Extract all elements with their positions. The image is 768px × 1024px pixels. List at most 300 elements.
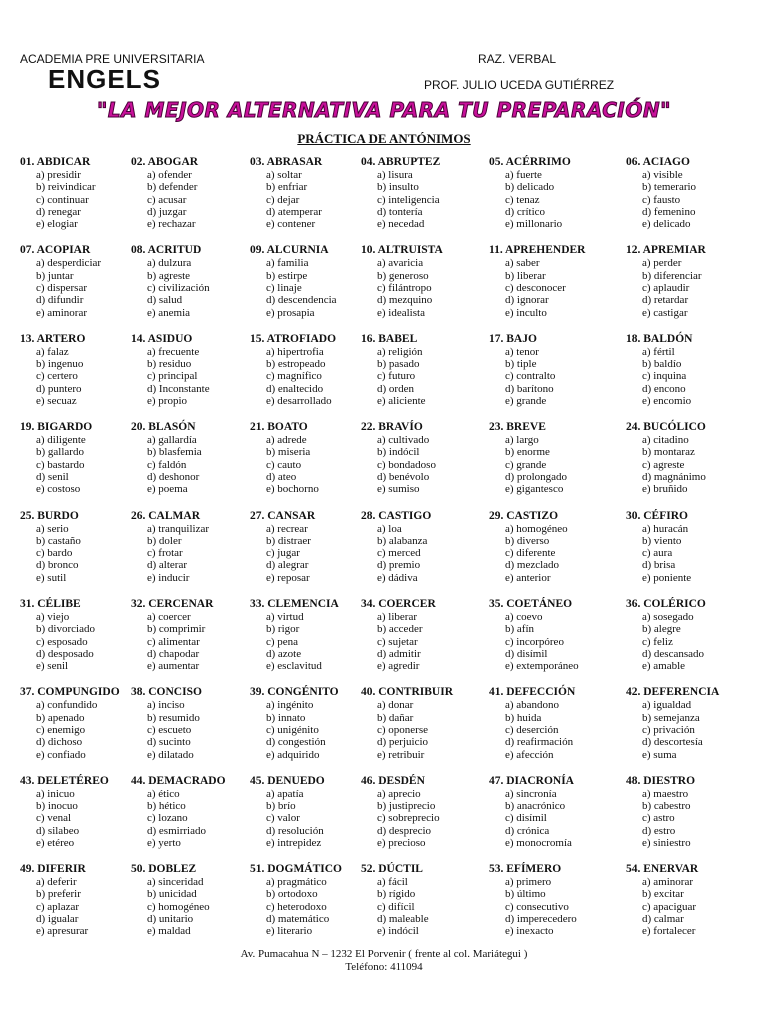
answer-option: b) gallardo xyxy=(36,446,84,459)
answer-option: e) aminorar xyxy=(36,306,87,319)
answer-option: d) estro xyxy=(642,824,676,837)
answer-option: e) anemia xyxy=(147,306,191,319)
answer-option: c) alimentar xyxy=(147,635,200,648)
answer-option: b) residuo xyxy=(147,358,192,371)
academy-title: ENGELS xyxy=(48,64,161,94)
question-block xyxy=(626,510,760,598)
question-block xyxy=(626,244,760,332)
answer-option: c) futuro xyxy=(377,370,416,383)
question-title: 12. APREMIAR xyxy=(626,244,706,257)
answer-option: e) castigar xyxy=(642,306,688,319)
answer-option: b) semejanza xyxy=(642,711,700,724)
answer-option: a) religión xyxy=(377,345,423,358)
answer-option: e) monocromía xyxy=(505,836,572,849)
answer-option: b) juntar xyxy=(36,269,74,282)
answer-option: c) apaciguar xyxy=(642,900,697,913)
question-block xyxy=(489,333,626,421)
answer-option: a) inicuo xyxy=(36,787,75,800)
footer xyxy=(0,948,768,974)
answer-option: c) oponerse xyxy=(377,723,429,736)
answer-option: d) atemperar xyxy=(266,205,322,218)
answer-option: a) presidir xyxy=(36,169,81,181)
question-block xyxy=(361,156,489,244)
answer-option: a) coercer xyxy=(147,610,191,623)
question-title: 20. BLASÓN xyxy=(131,421,196,434)
question-block xyxy=(361,244,489,332)
question-title: 37. COMPUNGIDO xyxy=(20,686,120,699)
answer-option: e) agredir xyxy=(377,660,420,673)
question-title: 13. ARTERO xyxy=(20,332,86,345)
answer-option: d) mezquino xyxy=(377,294,433,307)
answer-option: d) ateo xyxy=(266,471,297,484)
question-title: 52. DÚCTIL xyxy=(361,863,423,876)
answer-option: c) lozano xyxy=(147,812,188,825)
answer-option: e) dádiva xyxy=(377,571,418,584)
answer-option: d) retardar xyxy=(642,294,689,307)
answer-option: e) etéreo xyxy=(36,836,75,849)
question-title: 28. CASTIGO xyxy=(361,509,432,522)
answer-option: b) defender xyxy=(147,181,198,194)
answer-option: b) enfriar xyxy=(266,181,308,194)
answer-option: b) generoso xyxy=(377,269,429,282)
answer-option: b) divorciado xyxy=(36,623,95,636)
answer-option: c) aplazar xyxy=(36,900,80,913)
answer-option: d) chapodar xyxy=(147,647,200,660)
question-block xyxy=(489,510,626,598)
answer-option: e) contener xyxy=(266,218,316,231)
answer-option: b) ingenuo xyxy=(36,358,84,371)
answer-option: b) justiprecio xyxy=(377,800,436,813)
answer-option: e) fortalecer xyxy=(642,925,696,938)
answer-option: c) sobreprecio xyxy=(377,812,440,825)
question-block xyxy=(20,686,131,774)
question-grid xyxy=(20,156,760,952)
question-title: 15. ATROFIADO xyxy=(250,332,337,345)
answer-option: d) disímil xyxy=(505,647,548,660)
answer-option: e) gigantesco xyxy=(505,483,564,496)
question-block xyxy=(626,775,760,863)
question-title: 16. BABEL xyxy=(361,332,418,345)
question-block xyxy=(250,686,361,774)
question-title: 06. ACIAGO xyxy=(626,156,690,168)
question-block xyxy=(626,333,760,421)
answer-option: c) fausto xyxy=(642,193,681,206)
answer-option: b) tiple xyxy=(505,358,537,371)
answer-option: d) puntero xyxy=(36,382,82,395)
answer-option: c) magnífico xyxy=(266,370,322,383)
subject-label: RAZ. VERBAL xyxy=(478,52,557,66)
answer-option: b) diferenciar xyxy=(642,269,702,282)
answer-option: a) igualdad xyxy=(642,699,692,712)
answer-option: b) estirpe xyxy=(266,269,308,282)
answer-option: e) reposar xyxy=(266,571,310,584)
answer-option: c) diferente xyxy=(505,547,556,560)
question-block xyxy=(20,598,131,686)
answer-option: c) aura xyxy=(642,547,673,560)
answer-option: d) tontería xyxy=(377,205,423,218)
question-block xyxy=(250,598,361,686)
question-title: 46. DESDÉN xyxy=(361,774,425,787)
answer-option: b) liberar xyxy=(505,269,546,282)
answer-option: e) amable xyxy=(642,660,686,673)
answer-option: a) recrear xyxy=(266,522,308,535)
answer-option: a) loa xyxy=(377,522,402,535)
answer-option: e) esclavitud xyxy=(266,660,322,673)
question-title: 49. DIFERIR xyxy=(20,863,86,876)
answer-option: c) grande xyxy=(505,458,547,471)
question-title: 44. DEMACRADO xyxy=(131,774,226,787)
question-title: 14. ASIDUO xyxy=(131,332,193,345)
question-title: 26. CALMAR xyxy=(131,509,200,522)
question-title: 48. DIESTRO xyxy=(626,774,696,787)
answer-option: d) perjuicio xyxy=(377,736,429,749)
answer-option: e) aumentar xyxy=(147,660,200,673)
answer-option: c) inquina xyxy=(642,370,687,383)
answer-option: d) desposado xyxy=(36,647,94,660)
practice-title: PRÁCTICA DE ANTÓNIMOS xyxy=(297,131,471,146)
question-block xyxy=(626,863,760,951)
question-block xyxy=(361,863,489,951)
question-title: 02. ABOGAR xyxy=(131,156,199,168)
answer-option: e) grande xyxy=(505,394,547,407)
answer-option: d) renegar xyxy=(36,205,81,218)
answer-option: a) diligente xyxy=(36,434,86,447)
question-title: 33. CLEMENCIA xyxy=(250,597,339,610)
answer-option: c) escueto xyxy=(147,723,192,736)
question-title: 10. ALTRUISTA xyxy=(361,244,443,257)
answer-option: a) ético xyxy=(147,787,180,800)
answer-option: e) precioso xyxy=(377,836,426,849)
question-title: 07. ACOPIAR xyxy=(20,244,91,257)
question-title: 32. CERCENAR xyxy=(131,597,214,610)
answer-option: d) salud xyxy=(147,294,183,307)
question-title: 17. BAJO xyxy=(489,332,537,345)
answer-option: c) sujetar xyxy=(377,635,418,648)
answer-option: e) bochorno xyxy=(266,483,319,496)
answer-option: c) certero xyxy=(36,370,78,383)
answer-option: d) encono xyxy=(642,382,686,395)
answer-option: d) silabeo xyxy=(36,824,80,837)
answer-option: a) visible xyxy=(642,169,683,181)
answer-option: e) suma xyxy=(642,748,677,761)
question-block xyxy=(20,510,131,598)
answer-option: a) liberar xyxy=(377,610,417,623)
answer-option: a) coevo xyxy=(505,610,543,623)
question-title: 22. BRAVÍO xyxy=(361,421,423,434)
answer-option: c) disímil xyxy=(505,812,547,825)
answer-option: e) senil xyxy=(36,660,69,673)
question-block xyxy=(361,598,489,686)
question-block xyxy=(20,775,131,863)
answer-option: b) distraer xyxy=(266,534,311,547)
question-block xyxy=(250,156,361,244)
answer-option: e) siniestro xyxy=(642,836,691,849)
answer-option: e) sumiso xyxy=(377,483,420,496)
answer-option: e) sutil xyxy=(36,571,67,584)
answer-option: a) maestro xyxy=(642,787,689,800)
question-block xyxy=(626,421,760,509)
answer-option: d) alegrar xyxy=(266,559,309,572)
answer-option: c) unigénito xyxy=(266,723,319,736)
answer-option: b) diverso xyxy=(505,534,550,547)
answer-option: e) elogiar xyxy=(36,218,78,231)
question-block xyxy=(626,598,760,686)
answer-option: a) ingénito xyxy=(266,699,314,712)
answer-option: a) sinceridad xyxy=(147,876,204,889)
answer-option: c) dispersar xyxy=(36,281,88,294)
answer-option: c) consecutivo xyxy=(505,900,569,913)
question-block xyxy=(20,244,131,332)
question-title: 45. DENUEDO xyxy=(250,774,325,787)
slogan-banner: "LA MEJOR ALTERNATIVA PARA TU PREPARACIÓN" xyxy=(96,98,672,122)
answer-option: b) huida xyxy=(505,711,542,724)
answer-option: b) inocuo xyxy=(36,800,78,813)
answer-option: e) idealista xyxy=(377,306,425,319)
question-title: 05. ACÉRRIMO xyxy=(489,156,571,168)
answer-option: d) juzgar xyxy=(147,205,187,218)
answer-option: c) agreste xyxy=(642,458,685,471)
answer-option: d) descortesía xyxy=(642,736,703,749)
question-title: 30. CÉFIRO xyxy=(626,509,688,522)
answer-option: a) hipertrofia xyxy=(266,345,324,358)
answer-option: a) aprecio xyxy=(377,787,421,800)
answer-option: b) insulto xyxy=(377,181,419,194)
answer-option: c) filántropo xyxy=(377,281,432,294)
answer-option: d) brisa xyxy=(642,559,676,572)
answer-option: d) magnánimo xyxy=(642,471,706,484)
answer-option: d) crónica xyxy=(505,824,550,837)
answer-option: b) unicidad xyxy=(147,888,197,901)
answer-option: b) preferir xyxy=(36,888,81,901)
answer-option: e) prosapia xyxy=(266,306,315,319)
answer-option: e) inducir xyxy=(147,571,190,584)
answer-option: b) hético xyxy=(147,800,186,813)
answer-option: c) acusar xyxy=(147,193,187,206)
answer-option: d) dichoso xyxy=(36,736,83,749)
answer-option: d) deshonor xyxy=(147,471,200,484)
answer-option: a) primero xyxy=(505,876,552,889)
answer-option: b) cabestro xyxy=(642,800,691,813)
answer-option: b) baldío xyxy=(642,358,682,371)
question-title: 27. CANSAR xyxy=(250,509,316,522)
question-title: 18. BALDÓN xyxy=(626,332,693,345)
answer-option: a) tenor xyxy=(505,345,539,358)
answer-option: c) inteligencia xyxy=(377,193,440,206)
question-title: 40. CONTRIBUIR xyxy=(361,686,454,699)
question-title: 11. APREHENDER xyxy=(489,244,586,257)
answer-option: a) avaricia xyxy=(377,257,424,270)
answer-option: d) Inconstante xyxy=(147,382,210,395)
answer-option: c) deserción xyxy=(505,723,559,736)
question-title: 53. EFÍMERO xyxy=(489,863,562,876)
answer-option: e) yerto xyxy=(147,836,181,849)
question-block xyxy=(131,598,250,686)
answer-option: a) apatía xyxy=(266,787,304,800)
answer-option: b) reivindicar xyxy=(36,181,96,194)
answer-option: e) intrepidez xyxy=(266,836,322,849)
question-block xyxy=(489,156,626,244)
answer-option: e) confiado xyxy=(36,748,86,761)
answer-option: c) astro xyxy=(642,812,675,825)
answer-option: e) aliciente xyxy=(377,394,426,407)
answer-option: a) deferir xyxy=(36,876,77,889)
answer-option: a) dulzura xyxy=(147,257,192,270)
question-block xyxy=(20,421,131,509)
answer-option: d) alterar xyxy=(147,559,187,572)
answer-option: d) bronco xyxy=(36,559,79,572)
answer-option: c) bardo xyxy=(36,547,73,560)
question-block xyxy=(250,421,361,509)
answer-option: c) faldón xyxy=(147,458,187,471)
answer-option: a) saber xyxy=(505,257,540,270)
answer-option: e) inexacto xyxy=(505,925,554,938)
answer-option: b) indócil xyxy=(377,446,420,459)
answer-option: b) enorme xyxy=(505,446,550,459)
answer-option: c) aplaudir xyxy=(642,281,690,294)
footer-phone: Teléfono: 411094 xyxy=(345,961,423,973)
answer-option: a) familia xyxy=(266,257,309,270)
answer-option: a) virtud xyxy=(266,610,304,623)
question-title: 25. BURDO xyxy=(20,509,79,522)
answer-option: b) castaño xyxy=(36,534,81,547)
answer-option: c) heterodoxo xyxy=(266,900,327,913)
question-title: 42. DEFERENCIA xyxy=(626,686,720,699)
answer-option: e) apresurar xyxy=(36,925,89,938)
answer-option: b) delicado xyxy=(505,181,555,194)
question-title: 24. BUCÓLICO xyxy=(626,421,706,434)
answer-option: d) azote xyxy=(266,647,302,660)
question-block xyxy=(361,421,489,509)
answer-option: d) difundir xyxy=(36,294,84,307)
answer-option: b) apenado xyxy=(36,711,85,724)
question-block xyxy=(250,333,361,421)
answer-option: d) benévolo xyxy=(377,471,430,484)
answer-option: e) extemporáneo xyxy=(505,660,579,673)
answer-option: e) literario xyxy=(266,925,313,938)
question-block xyxy=(131,156,250,244)
answer-option: c) frotar xyxy=(147,547,183,560)
answer-option: a) frecuente xyxy=(147,345,200,358)
question-title: 19. BIGARDO xyxy=(20,421,93,434)
answer-option: e) encomio xyxy=(642,394,692,407)
answer-option: a) sosegado xyxy=(642,610,694,623)
answer-option: c) merced xyxy=(377,547,421,560)
answer-option: a) serio xyxy=(36,522,69,535)
answer-option: a) citadino xyxy=(642,434,689,447)
answer-option: d) matemático xyxy=(266,913,330,926)
answer-option: d) femenino xyxy=(642,205,696,218)
answer-option: d) prolongado xyxy=(505,471,568,484)
answer-option: e) necedad xyxy=(377,218,425,231)
answer-option: d) orden xyxy=(377,382,414,395)
question-title: 08. ACRITUD xyxy=(131,244,202,257)
answer-option: e) indócil xyxy=(377,925,419,938)
answer-option: a) gallardía xyxy=(147,434,197,447)
answer-option: b) doler xyxy=(147,534,182,547)
answer-option: d) enaltecido xyxy=(266,382,324,395)
answer-option: d) reafirmación xyxy=(505,736,574,749)
answer-option: b) rigor xyxy=(266,623,300,636)
question-title: 29. CASTIZO xyxy=(489,509,559,522)
answer-option: b) acceder xyxy=(377,623,423,636)
answer-option: e) inculto xyxy=(505,306,547,319)
answer-option: d) imperecedero xyxy=(505,913,577,926)
answer-option: c) jugar xyxy=(266,547,300,560)
answer-option: c) valor xyxy=(266,812,300,825)
question-title: 41. DEFECCIÓN xyxy=(489,686,576,699)
answer-option: d) crítico xyxy=(505,205,546,218)
question-title: 36. COLÉRICO xyxy=(626,597,706,610)
question-block xyxy=(489,421,626,509)
answer-option: c) venal xyxy=(36,812,72,825)
answer-option: e) maldad xyxy=(147,925,191,938)
answer-option: e) desarrollado xyxy=(266,394,332,407)
answer-option: d) maleable xyxy=(377,913,429,926)
answer-option: b) agreste xyxy=(147,269,191,282)
answer-option: a) desperdiciar xyxy=(36,257,102,270)
answer-option: d) congestión xyxy=(266,736,326,749)
answer-option: b) montaraz xyxy=(642,446,695,459)
answer-option: d) mezclado xyxy=(505,559,560,572)
answer-option: b) afín xyxy=(505,623,535,636)
answer-option: d) barítono xyxy=(505,382,554,395)
question-block xyxy=(489,686,626,774)
answer-option: d) sucinto xyxy=(147,736,191,749)
answer-option: d) admitir xyxy=(377,647,421,660)
answer-option: c) esposado xyxy=(36,635,88,648)
question-block xyxy=(361,775,489,863)
answer-option: b) rígido xyxy=(377,888,416,901)
answer-option: d) senil xyxy=(36,471,69,484)
answer-option: a) adrede xyxy=(266,434,307,447)
question-block xyxy=(20,156,131,244)
answer-option: c) bondadoso xyxy=(377,458,436,471)
answer-option: c) principal xyxy=(147,370,198,383)
question-block xyxy=(489,775,626,863)
answer-option: b) pasado xyxy=(377,358,420,371)
question-title: 34. COERCER xyxy=(361,597,436,610)
answer-option: a) soltar xyxy=(266,169,302,181)
question-block xyxy=(131,421,250,509)
answer-option: c) linaje xyxy=(266,281,302,294)
answer-option: c) civilización xyxy=(147,281,210,294)
answer-option: e) costoso xyxy=(36,483,81,496)
question-title: 50. DOBLEZ xyxy=(131,863,197,876)
answer-option: d) igualar xyxy=(36,913,79,926)
answer-option: c) continuar xyxy=(36,193,89,206)
question-block xyxy=(131,244,250,332)
answer-option: e) millonario xyxy=(505,218,563,231)
answer-option: d) desprecio xyxy=(377,824,432,837)
question-title: 31. CÉLIBE xyxy=(20,597,81,610)
answer-option: a) aminorar xyxy=(642,876,693,889)
answer-option: b) anacrónico xyxy=(505,800,566,813)
question-block xyxy=(361,510,489,598)
answer-option: e) secuaz xyxy=(36,394,77,407)
answer-option: a) lisura xyxy=(377,169,413,181)
answer-option: a) cultivado xyxy=(377,434,430,447)
answer-option: e) delicado xyxy=(642,218,691,231)
question-block xyxy=(131,333,250,421)
answer-option: c) privación xyxy=(642,723,695,736)
answer-option: c) desconocer xyxy=(505,281,566,294)
question-block xyxy=(250,510,361,598)
question-block xyxy=(250,775,361,863)
answer-option: e) afección xyxy=(505,748,554,761)
answer-option: a) donar xyxy=(377,699,414,712)
question-block xyxy=(131,863,250,951)
question-title: 43. DELETÉREO xyxy=(20,774,109,787)
